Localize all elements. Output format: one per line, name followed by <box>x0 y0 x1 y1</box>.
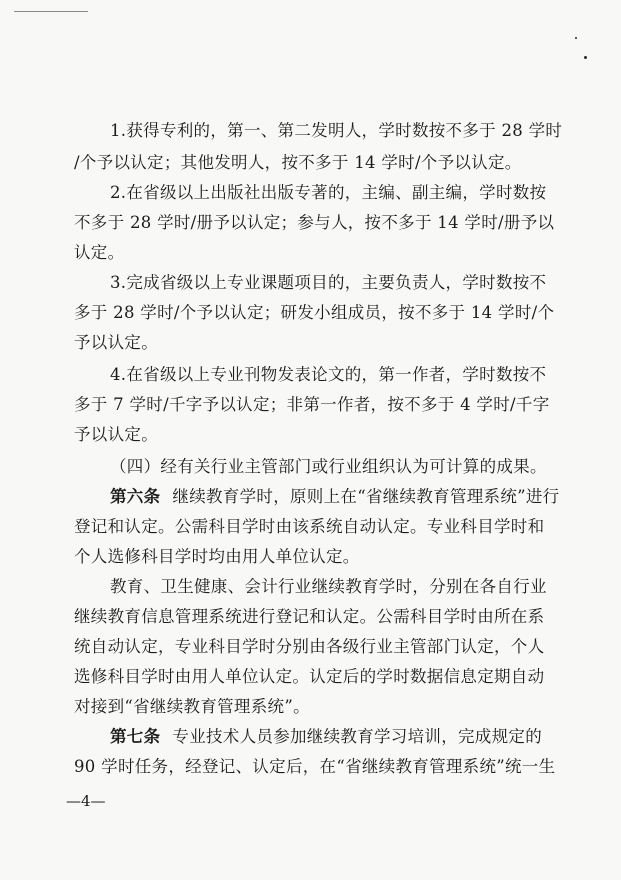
paragraph-line: 予以认定。 <box>74 425 158 444</box>
paragraph-line: 90 学时任务，经登记、认定后，在“省继续教育管理系统”统一生 <box>74 757 556 776</box>
article-seven-text: 专业技术人员参加继续教育学习培训，完成规定的 <box>172 727 543 746</box>
section-heading: （四）经有关行业主管部门或行业组织认为可计算的成果。 <box>110 457 547 476</box>
paragraph-line: 认定。 <box>74 243 125 262</box>
paragraph-line: 教育、卫生健康、会计行业继续教育学时，分别在各自行业 <box>110 577 547 596</box>
article-six-line <box>110 484 560 510</box>
paragraph-line: 4.在省级以上专业刊物发表论文的，第一作者，学时数按不 <box>110 365 547 384</box>
article-seven-label: 第七条 <box>110 727 161 746</box>
paragraph-line: 多于 28 学时/个予以认定；研发小组成员，按不多于 14 学时/个 <box>74 303 555 322</box>
paragraph-line: 继续教育信息管理系统进行登记和认定。公需科目学时由所在系 <box>74 607 545 626</box>
paragraph-line: 予以认定。 <box>74 333 158 352</box>
paragraph-line: 不多于 28 学时/册予以认定；参与人，按不多于 14 学时/册予以 <box>74 213 555 232</box>
scan-speck <box>575 37 577 39</box>
paragraph-line: 选修科目学时由用人单位认定。认定后的学时数据信息定期自动 <box>74 667 545 686</box>
paragraph-line: 2.在省级以上出版社出版专著的，主编、副主编，学时数按 <box>110 183 547 202</box>
scan-speck <box>584 56 587 59</box>
page-number: —4— <box>66 792 106 810</box>
article-seven-line <box>110 724 544 750</box>
paragraph-line: 个人选修科目学时均由用人单位认定。 <box>74 547 360 566</box>
article-six-text: 继续教育学时，原则上在“省继续教育管理系统”进行 <box>172 487 560 506</box>
paragraph-line: 多于 7 学时/千字予以认定；非第一作者，按不多于 4 学时/千字 <box>74 395 550 414</box>
paragraph-line: 3.完成省级以上专业课题项目的，主要负责人，学时数按不 <box>110 273 547 292</box>
article-six-label: 第六条 <box>110 487 161 506</box>
paragraph-line: 对接到“省继续教育管理系统”。 <box>74 697 310 716</box>
paragraph-line: 1.获得专利的，第一、第二发明人，学时数按不多于 28 学时 <box>110 121 563 140</box>
paragraph-line: 统自动认定，专业科目学时分别由各级行业主管部门认定，个人 <box>74 637 545 656</box>
top-rule <box>14 11 88 12</box>
paragraph-line: /个予以认定；其他发明人，按不多于 14 学时/个予以认定。 <box>74 153 522 172</box>
paragraph-line: 登记和认定。公需科目学时由该系统自动认定。专业科目学时和 <box>74 517 545 536</box>
